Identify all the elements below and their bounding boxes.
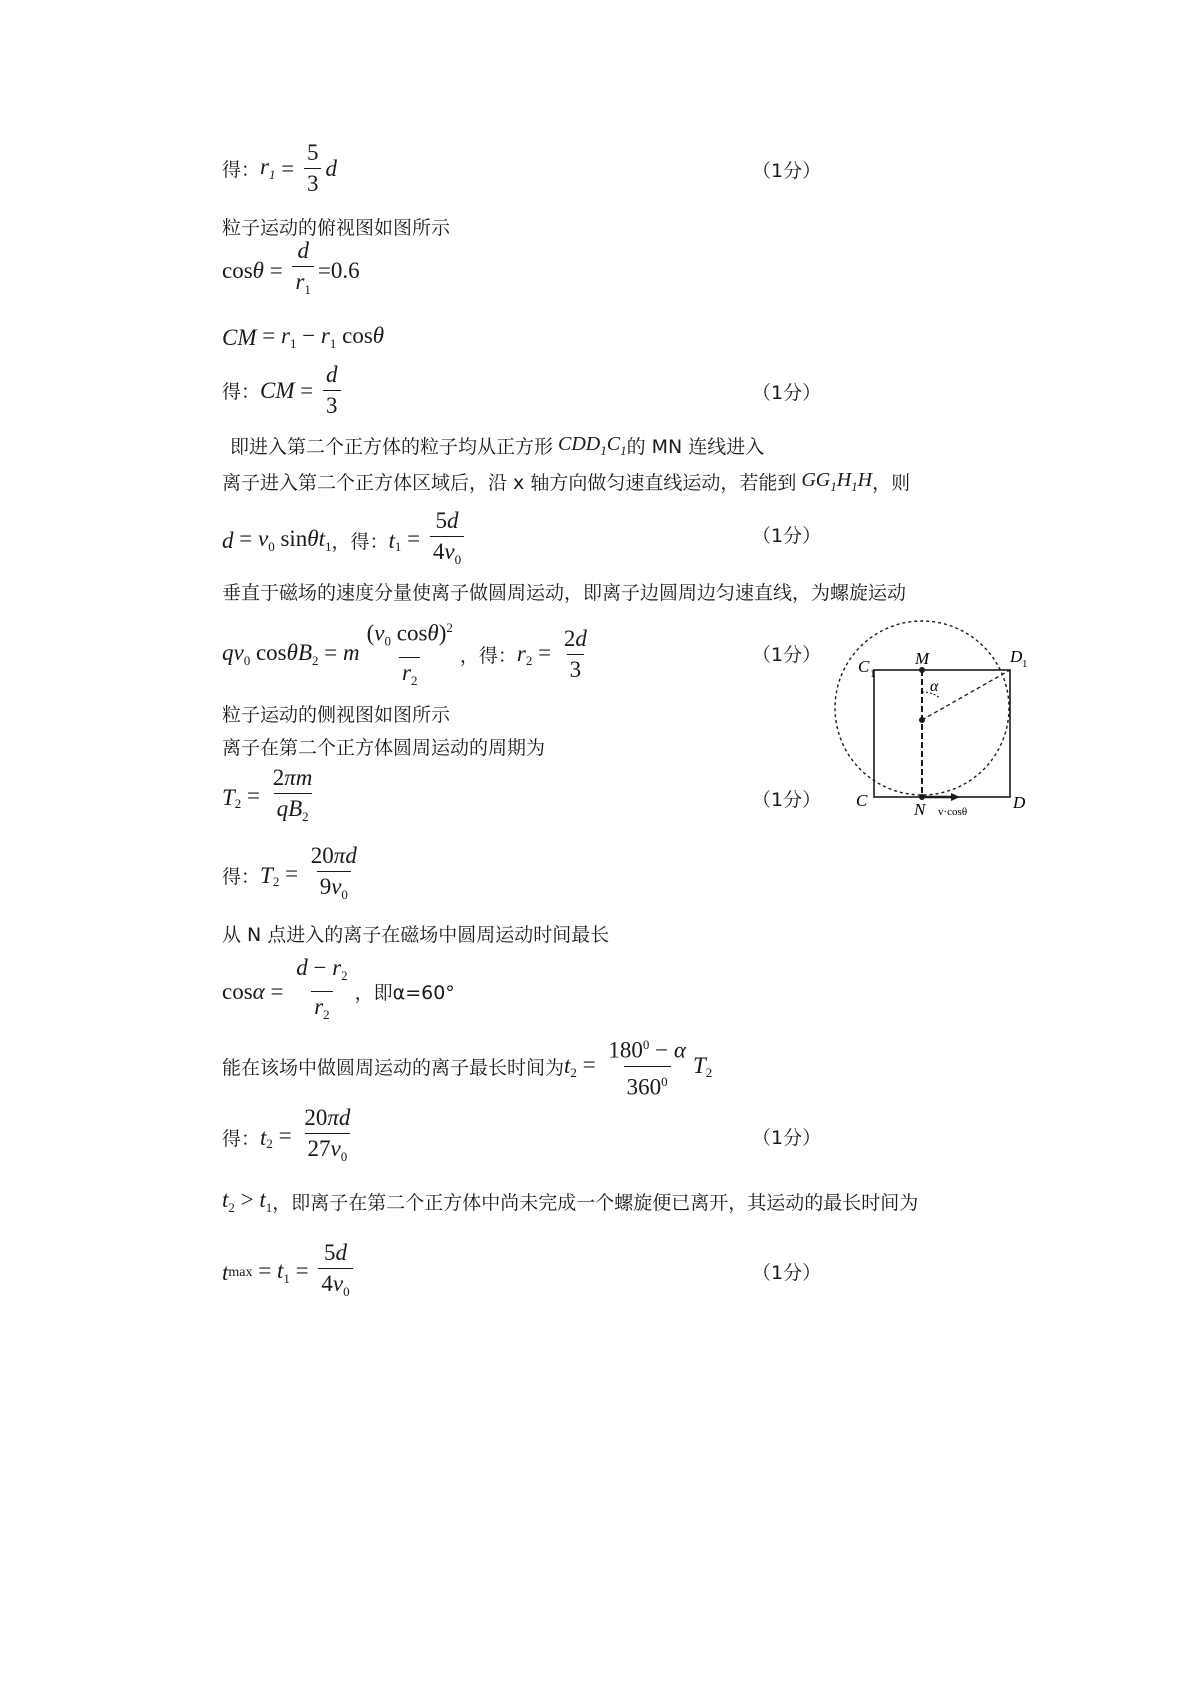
eq-r1: 得： $r_1$ = $\frac{5}{3}$ d bbox=[222, 140, 337, 196]
ion-line: 离子进入第二个正方体区域后，沿 x 轴方向做匀速直线运动，若能到 $GG_1H_1H$ ，则 bbox=[222, 468, 911, 494]
score-T2: （1分） bbox=[752, 789, 822, 811]
score-r2: （1分） bbox=[752, 644, 822, 666]
label-d: D bbox=[1013, 793, 1026, 812]
compare-line: $t_2 > t_1$ ，即离子在第二个正方体中尚未完成一个螺旋便已离开，其运动的最长时间为 bbox=[222, 1187, 919, 1215]
arrow-head bbox=[951, 793, 960, 801]
cos-value: =0.6 bbox=[317, 257, 360, 283]
label-d1: D bbox=[1010, 647, 1023, 666]
score-t1: （1分） bbox=[752, 525, 822, 547]
side-view-diagram bbox=[820, 620, 1030, 820]
lead-text: 得： bbox=[222, 159, 261, 181]
label-d1-sub: 1 bbox=[1022, 658, 1028, 670]
eq-t2-result: 得： t $_2$ = $\frac{20\pi d}{27v_0}$ bbox=[222, 1105, 357, 1170]
enter-line: 即进入第二个正方体的粒子均从正方形 $CDD_1C_1$ 的 MN 连线进入 bbox=[230, 432, 765, 458]
score-cm: （1分） bbox=[752, 382, 822, 404]
square-face bbox=[874, 670, 1010, 797]
score-r1: （1分） bbox=[752, 160, 822, 182]
eq-alpha: cosα = $\frac{d - r_2}{r_2}$ ，即α=60° bbox=[222, 955, 455, 1028]
period-caption: 离子在第二个正方体圆周运动的周期为 bbox=[222, 737, 546, 759]
eq-cos-theta: cos θ = $\frac{d}{r_1}$ =0.6 bbox=[222, 238, 360, 303]
eq-t2-def: 能在该场中做圆周运动的离子最长时间为 t $_2$ = $\frac{180^0 - \alpha}{360^0}$ T $_2$ bbox=[222, 1037, 713, 1100]
eq-cm-def: CM = $r_1 - r_1$ cosθ bbox=[222, 323, 385, 351]
label-c: C bbox=[856, 791, 868, 810]
score-t2: （1分） bbox=[752, 1127, 822, 1149]
lead-text: 得： bbox=[222, 381, 261, 403]
score-tmax: （1分） bbox=[752, 1262, 822, 1284]
label-n: N bbox=[914, 800, 926, 819]
label-c1: C bbox=[858, 657, 870, 676]
n-point-line: 从 N 点进入的离子在磁场中圆周运动时间最长 bbox=[222, 924, 610, 946]
eq-cm-result: 得： CM = $\frac{d}{3}$ bbox=[222, 362, 345, 419]
eq-r2: $qv_0$ cosθB$_2$ = m $\frac{(v_0 \cos\theta)^2}{r_2}$ ，得： r $_2$ = $\frac{2d}{3}$ bbox=[222, 615, 594, 694]
label-velocity: v·cosθ bbox=[938, 806, 968, 818]
eq-tmax: t max = $t_1$ = $\frac{5d}{4v_0}$ bbox=[222, 1240, 357, 1305]
label-alpha: α bbox=[930, 678, 939, 695]
top-view-caption: 粒子运动的俯视图如图所示 bbox=[222, 217, 451, 239]
cm-symbol: CM bbox=[222, 324, 257, 350]
eq-T2-def: T $_2$ = $\frac{2\pi m}{qB_2}$ bbox=[222, 765, 319, 830]
side-view-caption: 粒子运动的侧视图如图所示 bbox=[222, 704, 451, 726]
perp-line: 垂直于磁场的速度分量使离子做圆周运动，即离子边圆周边匀速直线，为螺旋运动 bbox=[222, 582, 907, 604]
eq-T2-result: 得： T $_2$ = $\frac{20\pi d}{9v_0}$ bbox=[222, 843, 364, 908]
label-c1-sub: 1 bbox=[870, 668, 876, 680]
eq-t1: d = $v_0$ sinθt$_1$ ，得： t $_1$ = $\frac{5d}{4v_0}$ bbox=[222, 508, 468, 573]
point-center bbox=[919, 717, 925, 723]
label-m: M bbox=[915, 649, 930, 668]
